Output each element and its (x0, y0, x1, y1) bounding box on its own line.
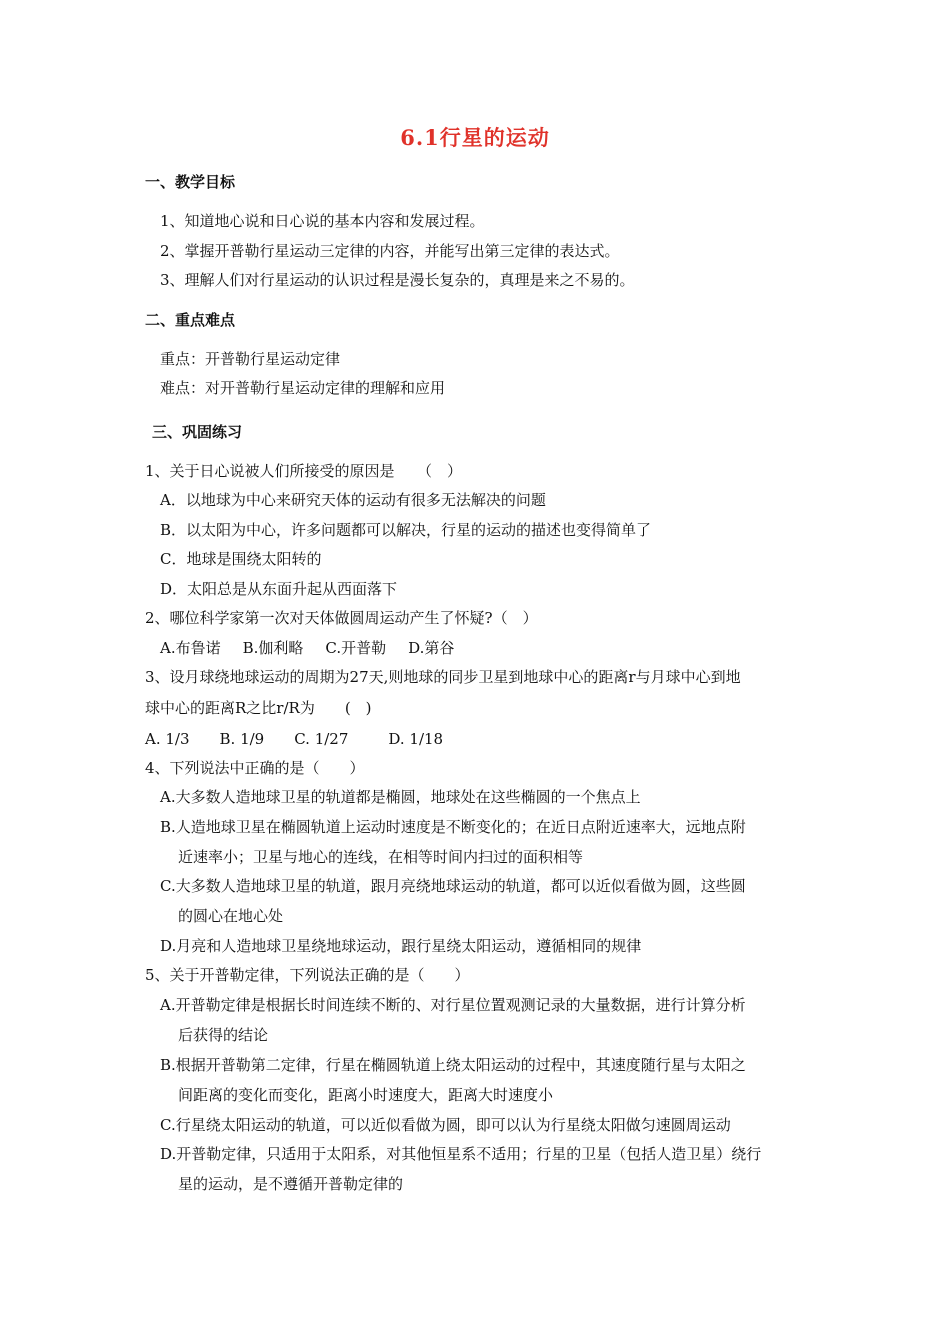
question-1-option: B．以太阳为中心，许多问题都可以解决，行星的运动的描述也变得简单了 (160, 521, 652, 539)
question-2-option: A.布鲁诺 (160, 639, 221, 657)
question-4-option: A.大多数人造地球卫星的轨道都是椭圆，地球处在这些椭圆的一个焦点上 (160, 788, 641, 806)
question-2-option: C.开普勒 (325, 639, 387, 657)
question-3-option: A. 1/3 (145, 730, 190, 748)
question-3-option: D. 1/18 (388, 730, 444, 748)
question-1-stem: 1、关于日心说被人们所接受的原因是 （ ） (145, 462, 463, 480)
page-title: 6.1行星的运动 (400, 125, 550, 150)
question-5-option-continued: 星的运动，是不遵循开普勒定律的 (178, 1175, 404, 1193)
key-point-item: 重点：开普勒行星运动定律 (160, 350, 341, 368)
question-3-stem: 3、设月球绕地球运动的周期为27天,则地球的同步卫星到地球中心的距离r与月球中心到地 (145, 668, 741, 686)
question-3-option: C. 1/27 (294, 730, 349, 748)
question-4-option-continued: 的圆心在地心处 (178, 907, 284, 925)
question-3-options (145, 729, 443, 749)
question-4-option: B.人造地球卫星在椭圆轨道上运动时速度是不断变化的；在近日点附近速率大，远地点附 (160, 818, 746, 836)
objective-item: 2、掌握开普勒行星运动三定律的内容，并能写出第三定律的表达式。 (160, 242, 620, 260)
question-2-options (160, 638, 476, 658)
section-heading-exercises: 三、巩固练习 (152, 423, 243, 441)
question-5-stem: 5、关于开普勒定律，下列说法正确的是（ ） (145, 966, 470, 984)
question-4-option-continued: 近速率小；卫星与地心的连线，在相等时间内扫过的面积相等 (178, 848, 584, 866)
question-4-stem: 4、下列说法中正确的是（ ） (145, 759, 365, 777)
section-heading-key-points: 二、重点难点 (145, 311, 236, 329)
question-3-option: B. 1/9 (219, 730, 265, 748)
question-5-option: B.根据开普勒第二定律，行星在椭圆轨道上绕太阳运动的过程中，其速度随行星与太阳之 (160, 1056, 746, 1074)
question-5-option: C.行星绕太阳运动的轨道，可以近似看做为圆，即可以认为行星绕太阳做匀速圆周运动 (160, 1116, 731, 1134)
question-5-option: A.开普勒定律是根据长时间连续不断的、对行星位置观测记录的大量数据，进行计算分析 (160, 996, 746, 1014)
question-2-option: D.第谷 (408, 639, 455, 657)
question-5-option: D.开普勒定律，只适用于太阳系，对其他恒星系不适用；行星的卫星（包括人造卫星）绕行 (160, 1145, 762, 1163)
objective-item: 3、理解人们对行星运动的认识过程是漫长复杂的，真理是来之不易的。 (160, 271, 635, 289)
key-point-item: 难点：对开普勒行星运动定律的理解和应用 (160, 379, 446, 397)
objective-item: 1、知道地心说和日心说的基本内容和发展过程。 (160, 212, 485, 230)
question-3-stem: 球中心的距离R之比r/R为 ( ) (145, 699, 372, 717)
question-1-option: D．太阳总是从东面升起从西面落下 (160, 580, 398, 598)
question-1-option: C．地球是围绕太阳转的 (160, 550, 322, 568)
section-heading-objectives: 一、教学目标 (145, 173, 236, 191)
question-4-option: D.月亮和人造地球卫星绕地球运动，跟行星绕太阳运动，遵循相同的规律 (160, 937, 642, 955)
question-4-option: C.大多数人造地球卫星的轨道，跟月亮绕地球运动的轨道，都可以近似看做为圆，这些圆 (160, 877, 746, 895)
question-2-stem: 2、哪位科学家第一次对天体做圆周运动产生了怀疑?（ ） (145, 609, 538, 627)
question-1-option: A．以地球为中心来研究天体的运动有很多无法解决的问题 (160, 491, 546, 509)
question-5-option-continued: 间距离的变化而变化，距离小时速度大，距离大时速度小 (178, 1086, 554, 1104)
question-5-option-continued: 后获得的结论 (178, 1026, 269, 1044)
question-2-option: B.伽利略 (242, 639, 304, 657)
